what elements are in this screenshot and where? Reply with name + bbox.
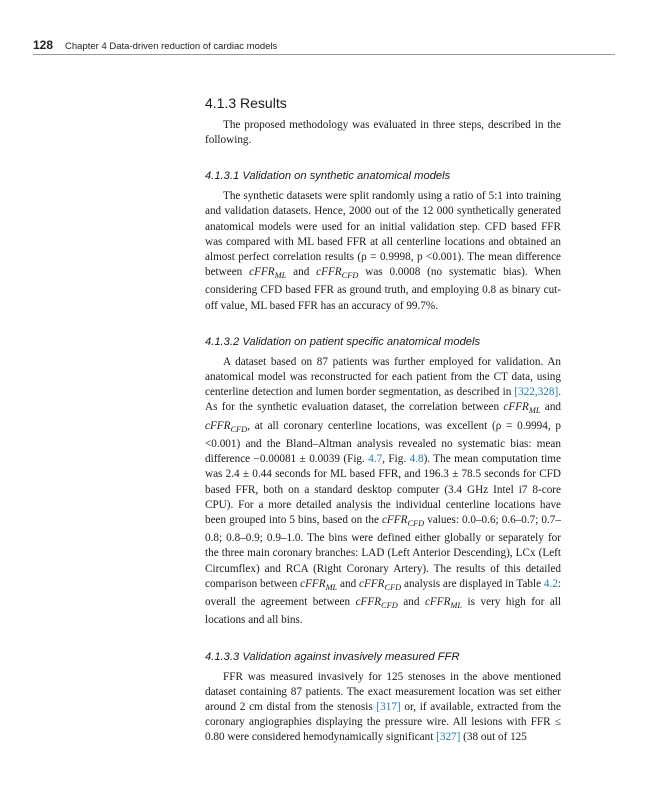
figure-link[interactable]: 4.8 bbox=[409, 453, 424, 466]
page-body bbox=[205, 94, 561, 745]
paragraph-synthetic: The synthetic datasets were split randomly using a ratio of 5:1 into training and validation datasets. Hence, 2000 out of the 12 000 synthetically generated anatomical models were used for an initial validation step. CFD based FFR was compared with ML based FFR at all centerline locations and obtained an almost perfect correlation results (ρ = 0.9998, p <0.001). The mean difference between cFFR$_{ML}$ and cFFR$_{CFD}$ was 0.0008 (no systematic bias). When considering CFD based FFR as ground truth, and employing 0.8 as binary cut-off value, ML based FFR has an accuracy of 99.7%. bbox=[205, 190, 561, 312]
citation-link[interactable]: [327] bbox=[436, 731, 461, 744]
chapter-title: Chapter 4 Data-driven reduction of cardiac models bbox=[65, 41, 278, 52]
section-intro: The proposed methodology was evaluated in three steps, described in the following. bbox=[205, 119, 561, 147]
subsection-heading-patient: 4.1.3.2 Validation on patient specific anatomical models bbox=[205, 335, 481, 348]
citation-link[interactable]: 328] bbox=[537, 386, 559, 399]
running-header bbox=[33, 38, 615, 55]
paragraph-invasive: FFR was measured invasively for 125 stenoses in the above mentioned dataset containing 87 patients. The exact measurement location was set either around 2 cm distal from the stenosis [317] or, if available, extracted from the coronary angiographies displaying the pressure wire. All lesions with FFR ≤ 0.80 were considered hemodynamically significant [327] (38 out of 125 bbox=[205, 670, 561, 744]
paragraph-patient: A dataset based on 87 patients was further employed for validation. An anatomical model was reconstructed for each patient from the CT data, using centerline detection and lumen border segmentation, as described in [322,328]. As for the synthetic evaluation dataset, the correlation between cFFR$_{ML}$ and cFFR$_{CFD}$, at all coronary centerline locations, was excellent (ρ = 0.9994, p <0.001) and the Bland–Altman analysis revealed no systematic bias: mean difference −0.00081 ± 0.0039 (Fig. 4.7, Fig. 4.8). The mean computation time was 2.4 ± 0.44 seconds for ML based FFR, and 196.3 ± 78.5 seconds for CFD based FFR, both on a standard desktop computer (3.4 GHz Intel i7 8-core CPU). For a more detailed analysis the individual centerline locations have been grouped into 5 bins, based on the cFFR$_{CFD}$ values: 0.0–0.6; 0.6–0.7; 0.7–0.8; 0.8–0.9; 0.9–1.0. The bins were defined either globally or separately for the three main coronary branches: LAD (Left Anterior Descending), LCx (Left Circumflex) and RCA (Right Coronary Artery). The results of this detailed comparison between cFFR$_{ML}$ and cFFR$_{CFD}$ analysis are displayed in Table 4.2: overall the agreement between cFFR$_{CFD}$ and cFFR$_{ML}$ is very high for all locations and all bins. bbox=[205, 355, 562, 627]
section-heading: 4.1.3 Results bbox=[205, 95, 287, 111]
table-link[interactable]: 4.2 bbox=[543, 577, 558, 590]
page-number: 128 bbox=[33, 38, 54, 52]
subsection-heading-synthetic: 4.1.3.1 Validation on synthetic anatomical models bbox=[205, 170, 451, 183]
subsection-heading-invasive: 4.1.3.3 Validation against invasively measured FFR bbox=[205, 650, 460, 663]
citation-link[interactable]: [322, bbox=[514, 386, 538, 399]
figure-link[interactable]: 4.7 bbox=[368, 453, 383, 466]
citation-link[interactable]: [317] bbox=[376, 700, 401, 713]
